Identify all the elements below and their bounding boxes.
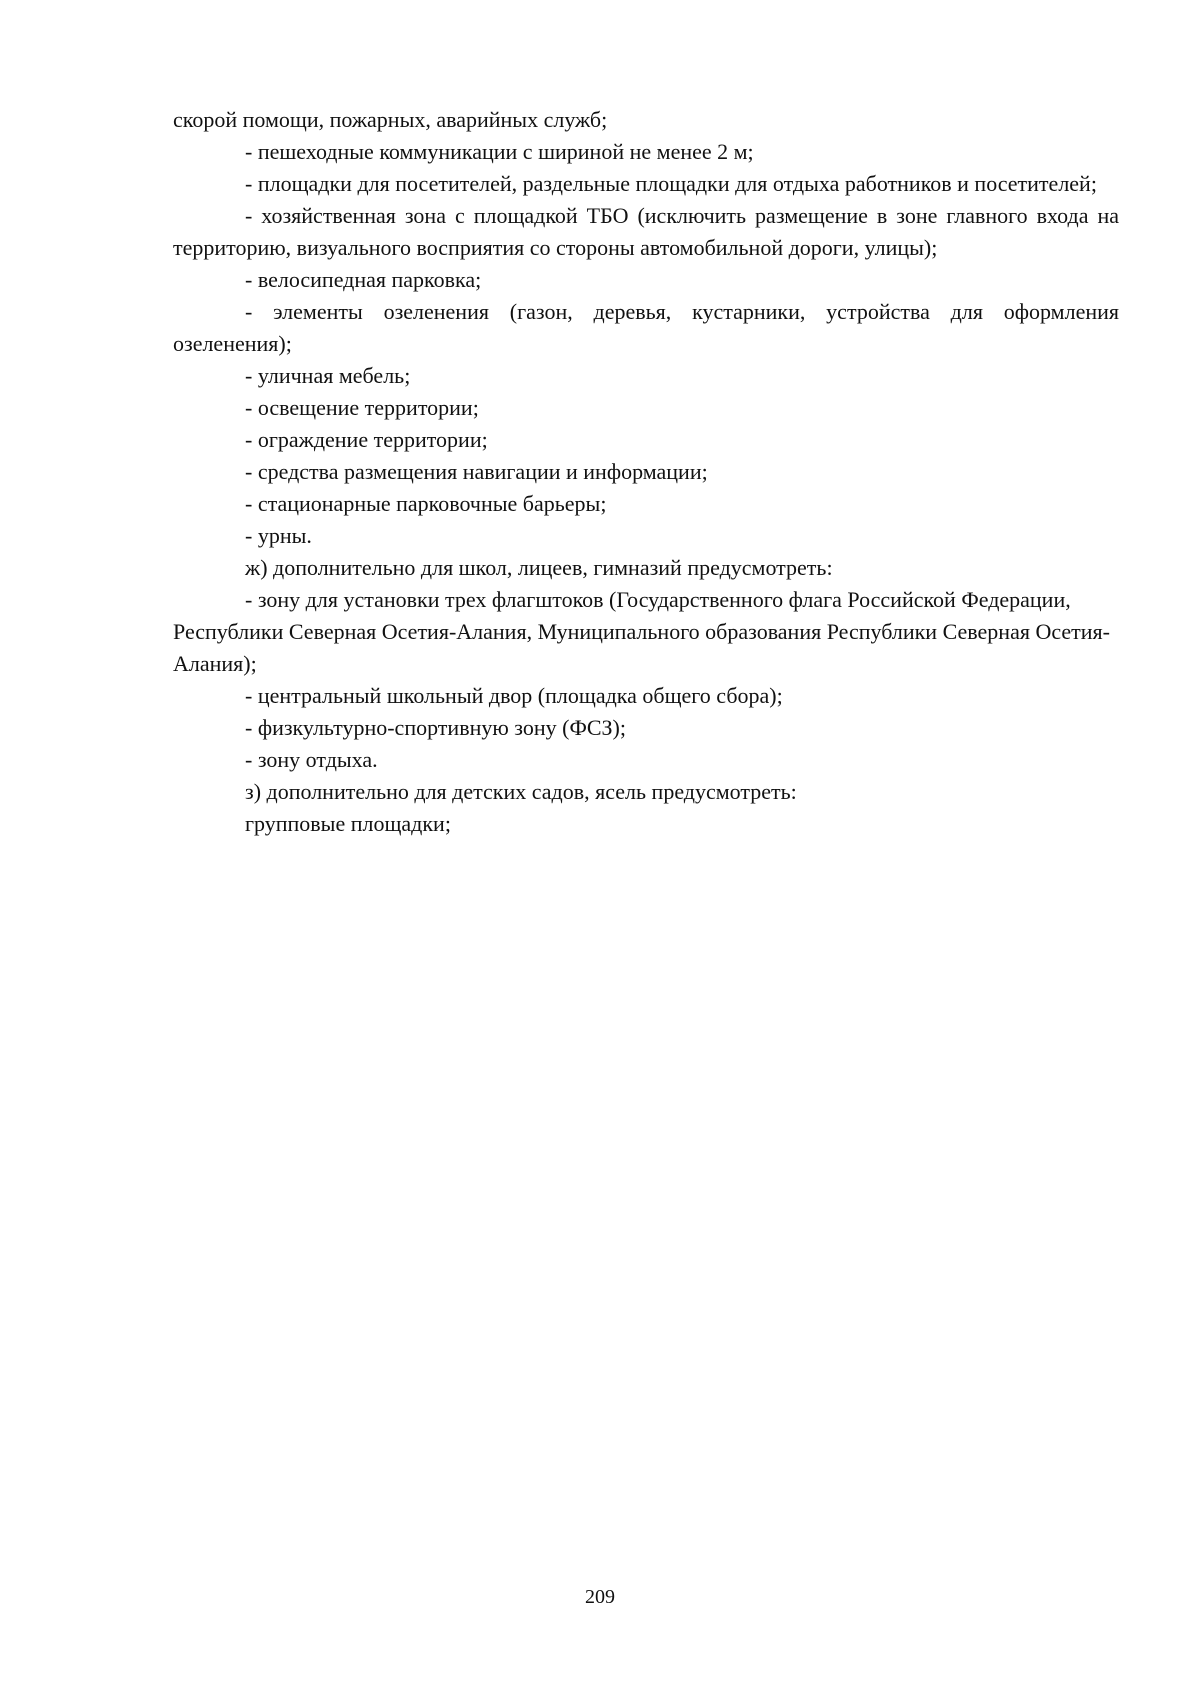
list-item: групповые площадки; [245,811,451,836]
section-heading: ж) дополнительно для школ, лицеев, гимназий предусмотреть: [245,555,833,580]
list-item: - стационарные парковочные барьеры; [245,491,607,516]
list-item: - велосипедная парковка; [245,267,482,292]
section-heading: з) дополнительно для детских садов, ясель предусмотреть: [245,779,797,804]
page-number: 209 [585,1586,615,1608]
list-item: - пешеходные коммуникации с шириной не менее 2 м; [245,139,754,164]
list-item: - средства размещения навигации и информации; [245,459,708,484]
list-item: - освещение территории; [245,395,479,420]
list-item: - площадки для посетителей, раздельные площадки для отдыха работников и посетителей; [245,171,1097,196]
list-item: - элементы озеленения (газон, деревья, кустарники, устройства для оформления озеленения); [173,299,1119,356]
list-item: - зону для установки трех флагштоков (Государственного флага Российской Федерации, Республики Северная Осетия-Алания, Муниципального образования Республики Северная Осетия-Алания); [173,587,1110,676]
list-item: - урны. [245,523,312,548]
list-item: - физкультурно-спортивную зону (ФСЗ); [245,715,626,740]
list-item: - уличная мебель; [245,363,411,388]
list-item: - хозяйственная зона с площадкой ТБО (исключить размещение в зоне главного входа на территорию, визуального восприятия со стороны автомобильной дороги, улицы); [173,203,1119,260]
list-item: - зону отдыха. [245,747,378,772]
paragraph: скорой помощи, пожарных, аварийных служб; [173,107,608,132]
list-item: - ограждение территории; [245,427,488,452]
list-item: - центральный школьный двор (площадка общего сбора); [245,683,783,708]
document-body [173,104,1119,840]
